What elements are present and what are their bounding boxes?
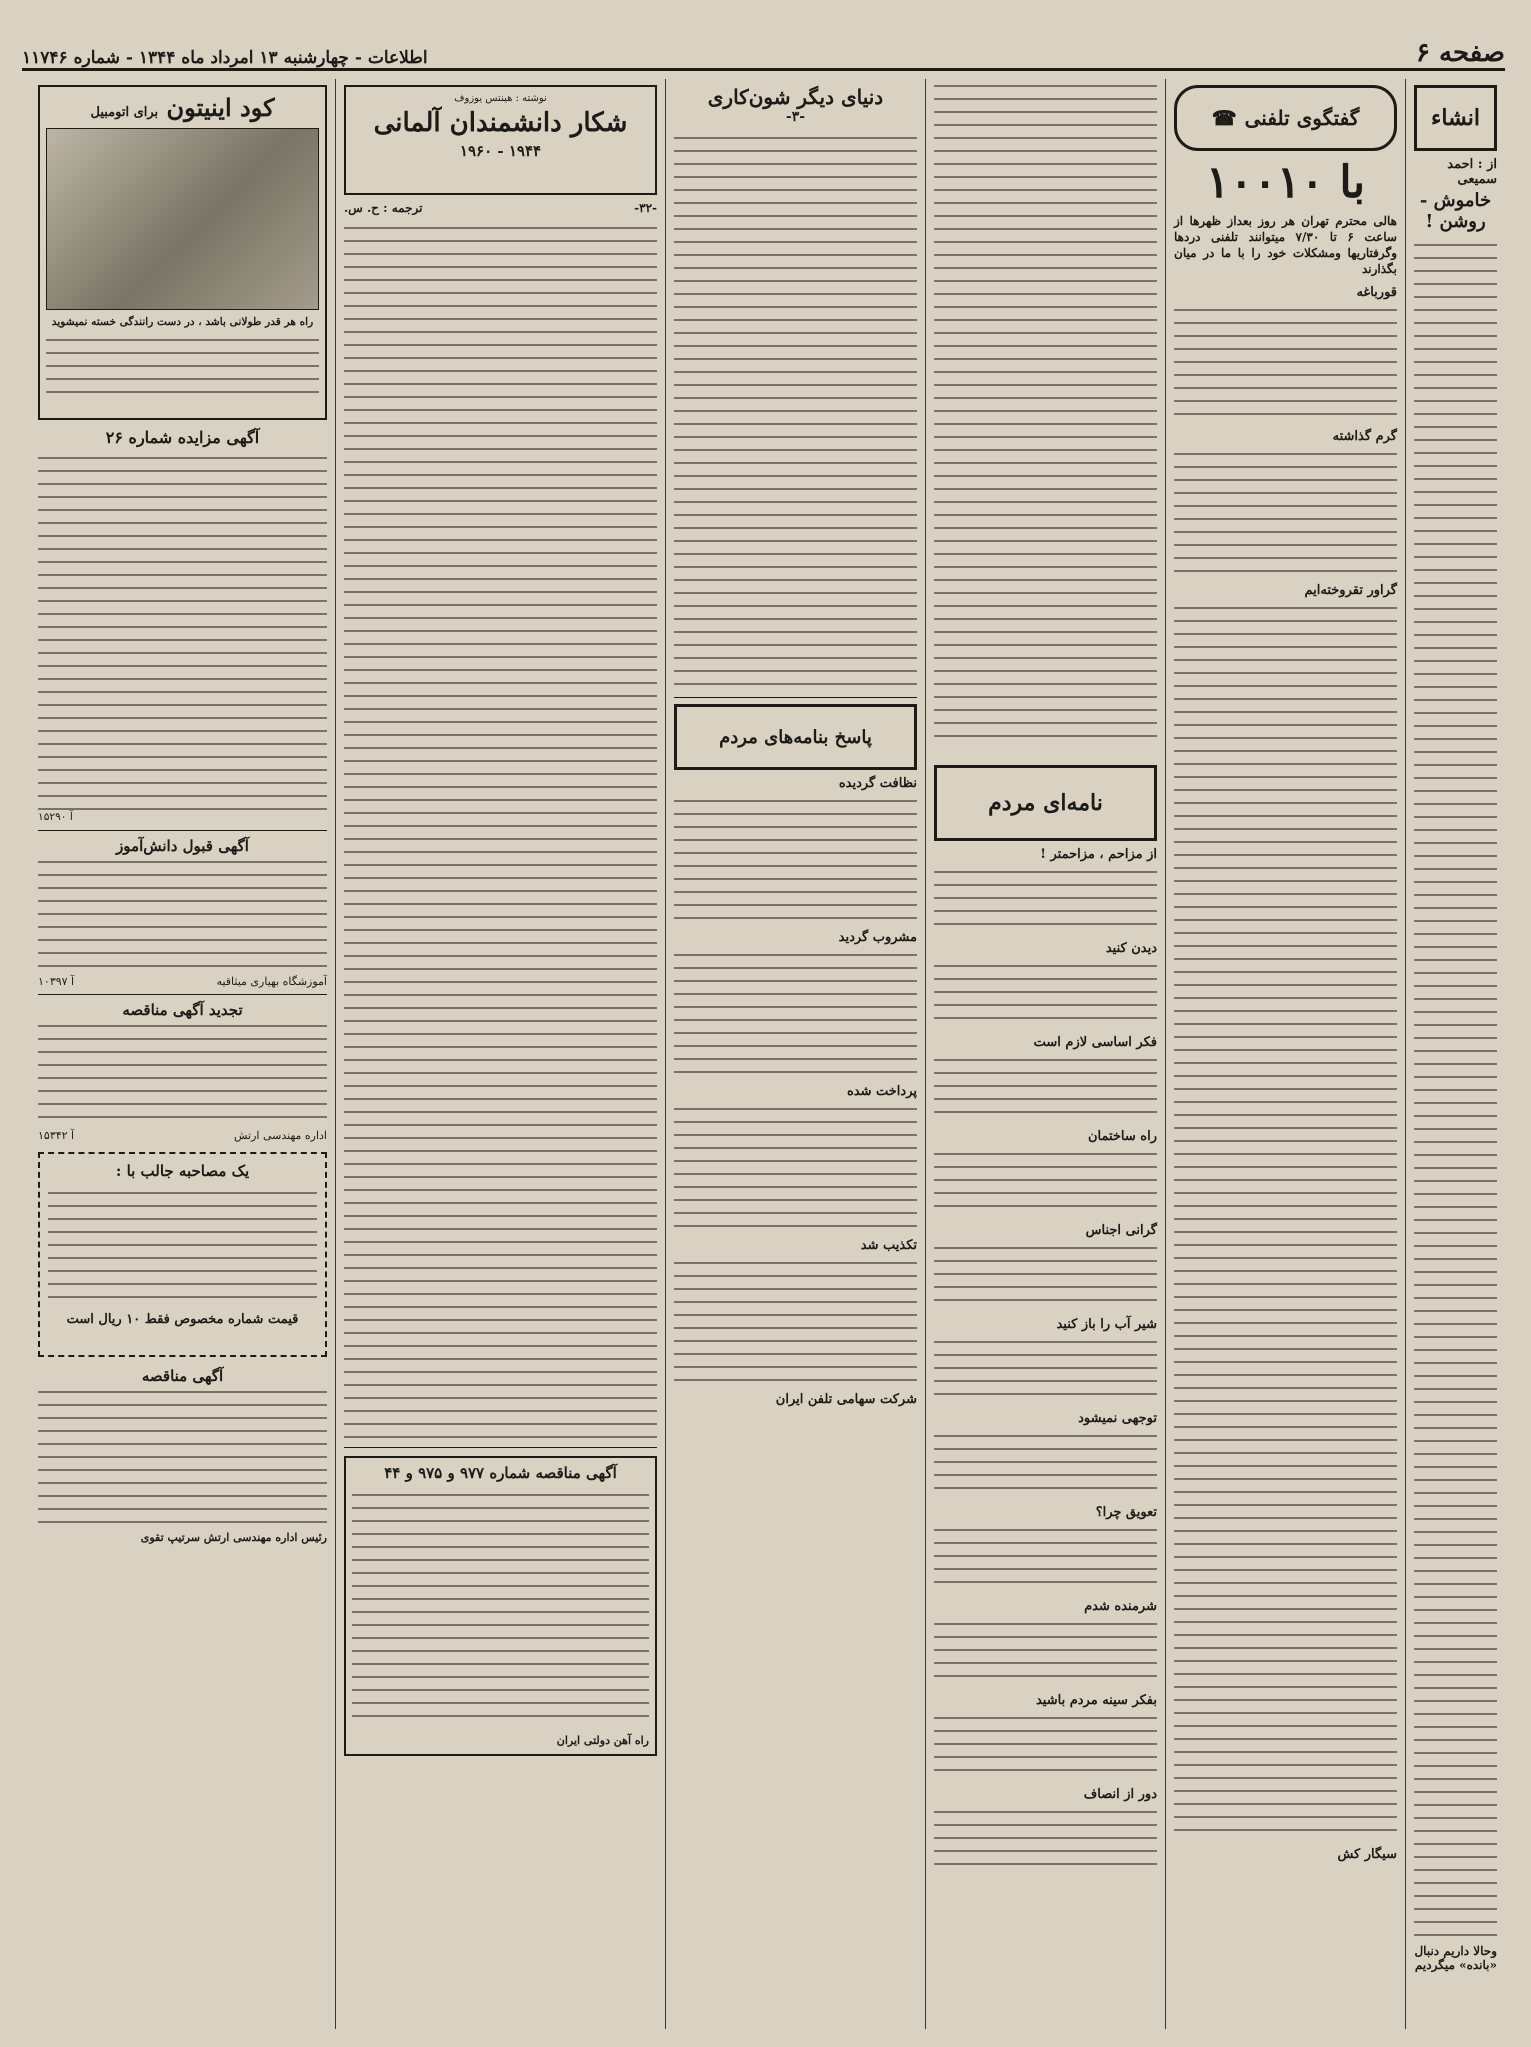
phone-body-2 — [1174, 447, 1397, 577]
scientists-header — [344, 85, 657, 195]
section-heading: فکر اساسی لازم است — [1033, 1035, 1157, 1050]
section-heading: تعویق چرا؟ — [1095, 1505, 1157, 1520]
masthead — [22, 22, 1505, 71]
section-heading: توجهی نمیشود — [1078, 1411, 1157, 1426]
divider — [344, 1447, 657, 1448]
auction-body — [38, 451, 327, 811]
school-body — [38, 855, 327, 975]
section-heading: از مزاحم ، مزاحمتر ! — [1040, 847, 1157, 862]
column-ensha — [1405, 79, 1505, 2029]
section-heading: بفکر سینه مردم باشید — [1035, 1693, 1157, 1708]
ensha-footer: وحالا داریم دنبال «بانده» میگردیم — [1414, 1944, 1497, 1972]
scientists-translator: ترجمه : ح. س. — [344, 201, 423, 215]
section-heading: پرداخت شده — [846, 1084, 917, 1099]
phone-headline: با ۱۰۰۱۰ — [1205, 157, 1366, 208]
divider — [38, 830, 327, 831]
phone-body-3 — [1174, 601, 1397, 1841]
section-body — [934, 865, 1157, 935]
answers-logo: پاسخ بنامه‌های مردم — [674, 704, 917, 770]
section-body — [934, 1711, 1157, 1781]
ensha-logo: انشاء — [1414, 85, 1497, 151]
answers-list — [674, 776, 917, 1386]
answers-sign: شرکت سهامی تلفن ایران — [775, 1392, 917, 1407]
column-scientists — [335, 79, 665, 2029]
section-body — [934, 1053, 1157, 1123]
ensha-title: خاموش - روشن ! — [1419, 190, 1492, 232]
section-body — [934, 1147, 1157, 1217]
column-phone — [1165, 79, 1405, 2029]
section-body — [934, 1429, 1157, 1499]
section-heading: مشروب گردید — [838, 930, 917, 945]
section-body — [674, 794, 917, 924]
section-heading: دور از انصاف — [1083, 1787, 1157, 1802]
readers-logo: نامه‌ای مردم — [934, 765, 1157, 841]
schonkar-title: دنیای دیگر شون‌کاری — [707, 85, 884, 109]
ad-title — [46, 93, 319, 122]
schonkar-number: -۳- — [785, 109, 806, 125]
renew-tender-title: تجدید آگهی مناقصه — [122, 1001, 243, 1019]
section-body — [934, 1805, 1157, 1875]
ensha-body — [1414, 238, 1497, 1938]
column-schonkar — [665, 79, 925, 2029]
section-heading: دیدن کنید — [1105, 941, 1157, 956]
section-body — [934, 959, 1157, 1029]
auction-code: آ ۱۵۲۹۰ — [38, 811, 73, 823]
columns — [22, 79, 1505, 2029]
phone-footer: سیگار کش — [1337, 1847, 1397, 1862]
page-number: صفحه ۶ — [1416, 38, 1505, 68]
car-radio-photo — [46, 128, 319, 310]
interview-body — [48, 1186, 317, 1306]
school-sign: آموزشگاه بهیاری میثاقیه — [216, 975, 327, 988]
phone-sub-1: قورباغه — [1356, 285, 1397, 300]
phone-sub-2: گرم گذاشته — [1332, 429, 1397, 444]
tender-977-body — [352, 1488, 649, 1728]
renew-tender-sign: اداره مهندسی ارتش — [234, 1129, 327, 1142]
phone-body-1 — [1174, 303, 1397, 423]
phone-continuation — [934, 79, 1157, 739]
ad-subtitle: برای اتومبیل — [90, 105, 159, 120]
readers-top-spacer — [934, 79, 1157, 759]
section-body — [674, 948, 917, 1078]
issue-line: اطلاعات - چهارشنبه ۱۳ امرداد ماه ۱۳۴۴ - شماره ۱۱۷۴۶ — [22, 48, 428, 68]
scientists-body — [344, 221, 657, 1441]
scientists-number: -۳۲- — [634, 201, 657, 215]
section-heading: گرانی اجناس — [1085, 1223, 1157, 1238]
section-heading: تکذیب شد — [860, 1238, 917, 1253]
scientists-kicker: نوشته : هینتس یوزوف — [454, 93, 547, 104]
school-footer — [38, 975, 327, 988]
ad-caption: راه هر قدر طولانی باشد ، در دست رانندگی خسته نمیشوید — [51, 316, 314, 328]
column-readers — [925, 79, 1165, 2029]
tender2-sign: رئیس اداره مهندسی ارتش سرتیپ تقوی — [140, 1531, 327, 1544]
phone-lead: هالی محترم تهران هر روز بعداز ظهرها از ساعت ۶ تا ۷/۳۰ میتوانند تلفنی دردها وگرفتاریها ومشکلات خود را با ما در میان بگذارند — [1174, 214, 1397, 276]
phone-sub-3: گراور تقروخته‌ایم — [1304, 583, 1397, 598]
scientists-meta — [344, 201, 657, 215]
ad-title-text: کود اینیتون — [166, 93, 275, 122]
section-body — [934, 1523, 1157, 1593]
section-heading: نظافت گردیده — [838, 776, 917, 791]
school-title: آگهی قبول دانش‌آموز — [116, 837, 249, 855]
renew-tender-body — [38, 1019, 327, 1129]
school-code: آ ۱۰۳۹۷ — [38, 975, 75, 988]
scientists-title: شکار دانشمندان آلمانی — [373, 108, 628, 138]
tender2-body — [38, 1385, 327, 1525]
section-body — [934, 1617, 1157, 1687]
ad-body — [46, 333, 319, 393]
renew-tender-code: آ ۱۵۳۴۲ — [38, 1129, 75, 1142]
telephone-icon: ☎ — [1211, 106, 1237, 130]
interview-title: یک مصاحبه جالب با : — [115, 1162, 250, 1180]
renew-tender-footer — [38, 1129, 327, 1142]
section-heading: شرمنده شدم — [1084, 1599, 1157, 1614]
interview-price: قیمت شماره مخصوص فقط ۱۰ ریال است — [66, 1312, 299, 1327]
schonkar-body — [674, 131, 917, 691]
phone-logo — [1174, 85, 1397, 151]
ensha-author: از : احمد سمیعی — [1447, 157, 1497, 187]
section-heading: شیر آب را باز کنید — [1056, 1317, 1157, 1332]
kodinytun-ad — [38, 85, 327, 420]
tender-977-sign: راه آهن دولتی ایران — [556, 1734, 649, 1747]
divider — [38, 994, 327, 995]
section-body — [934, 1335, 1157, 1405]
section-body — [934, 1241, 1157, 1311]
tender2-title: آگهی مناقصه — [141, 1367, 224, 1385]
tender-977-title: آگهی مناقصه شماره ۹۷۷ و ۹۷۵ و ۴۴ — [384, 1464, 617, 1482]
readers-list — [934, 847, 1157, 1875]
section-heading: راه ساختمان — [1087, 1129, 1157, 1144]
interview-box — [38, 1152, 327, 1357]
section-body — [674, 1256, 917, 1386]
scientists-years: ۱۹۴۴ - ۱۹۶۰ — [459, 142, 542, 160]
section-body — [674, 1102, 917, 1232]
tender-977-box — [344, 1456, 657, 1756]
column-ads — [30, 79, 335, 2029]
phone-logo-text: گفتگوی تلفنی — [1244, 106, 1360, 130]
auction-title: آگهی مزایده شماره ۲۶ — [105, 428, 260, 447]
divider — [674, 697, 917, 698]
